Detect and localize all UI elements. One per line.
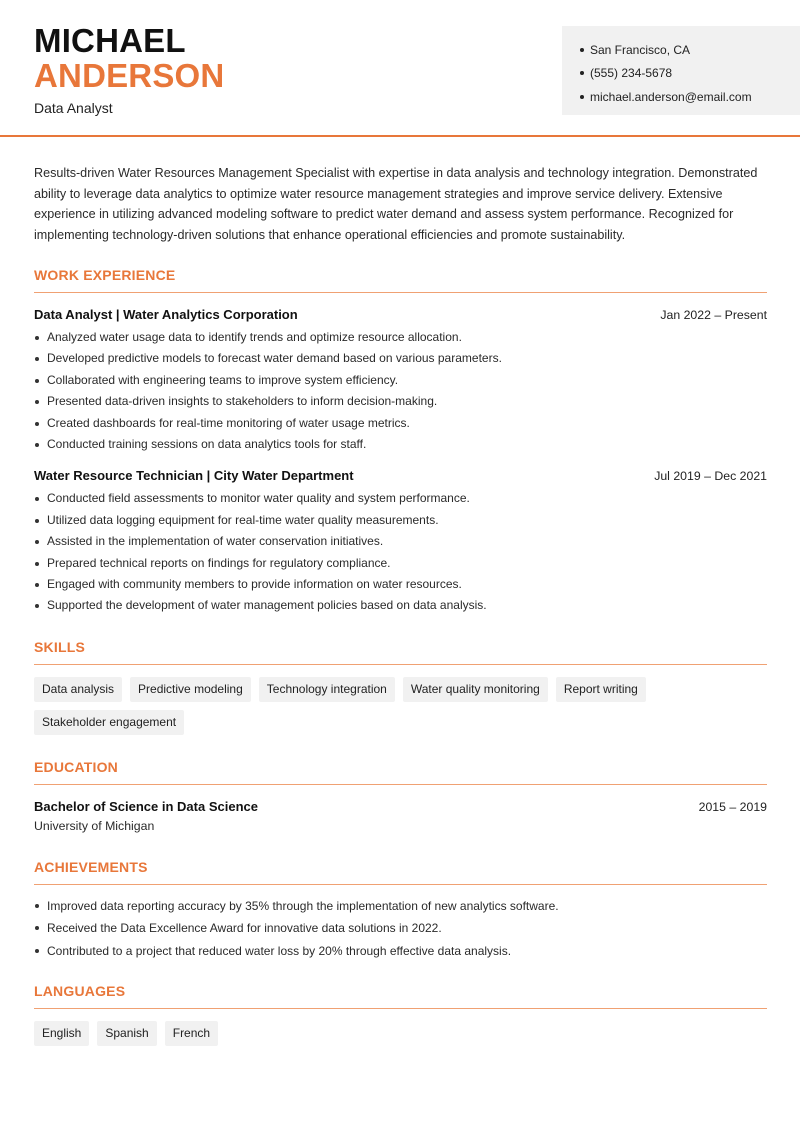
language-chip: French — [165, 1021, 218, 1046]
list-item: Utilized data logging equipment for real-time water quality measurements. — [34, 510, 767, 531]
bullet-icon — [580, 48, 584, 52]
list-item: Contributed to a project that reduced water loss by 20% through effective data analysis. — [34, 940, 767, 963]
job-bullets — [34, 327, 767, 455]
work-section — [34, 267, 767, 617]
achievements-section — [34, 859, 767, 963]
skills-section — [34, 639, 767, 735]
contact-email[interactable] — [580, 85, 800, 109]
bullet-icon — [580, 95, 584, 99]
list-item: Received the Data Excellence Award for innovative data solutions in 2022. — [34, 917, 767, 940]
job-bullets — [34, 488, 767, 616]
job-title: Data Analyst | Water Analytics Corporation — [34, 307, 298, 322]
job-entry — [34, 468, 767, 616]
skill-chip: Water quality monitoring — [403, 677, 548, 702]
list-item: Analyzed water usage data to identify trends and optimize resource allocation. — [34, 327, 767, 348]
first-name: MICHAEL — [34, 22, 186, 59]
job-role: Data Analyst — [34, 100, 113, 116]
degree-title: Bachelor of Science in Data Science — [34, 798, 258, 814]
job-entry — [34, 307, 767, 455]
job-header — [34, 468, 767, 483]
list-item: Improved data reporting accuracy by 35% through the implementation of new analytics software. — [34, 895, 767, 918]
education-dates: 2015 – 2019 — [698, 799, 767, 814]
languages-section — [34, 983, 767, 1046]
list-item: Assisted in the implementation of water conservation initiatives. — [34, 531, 767, 552]
resume-body — [34, 163, 767, 1046]
summary-paragraph: Results-driven Water Resources Management Specialist with expertise in data analysis and technology integration. Demonstrated ability to leverage data analytics to optimize water resource management strategies and improve service delivery. Extensive experience in utilizing advanced modeling software to predict water demand and assess system performance. Recognized for implementing technology-driven solutions that enhance operational efficiencies and promote sustainability. — [34, 166, 758, 242]
list-item: Presented data-driven insights to stakeholders to inform decision-making. — [34, 391, 767, 412]
job-header — [34, 307, 767, 322]
section-title-achievements: ACHIEVEMENTS — [34, 859, 767, 885]
phone-text: (555) 234-5678 — [590, 66, 673, 81]
list-item: Supported the development of water management policies based on data analysis. — [34, 595, 767, 616]
location-text: San Francisco, CA — [590, 42, 691, 57]
contact-box — [562, 26, 800, 115]
job-dates: Jul 2019 – Dec 2021 — [654, 469, 767, 484]
contact-location — [580, 38, 800, 62]
education-header — [34, 799, 767, 814]
skill-chip: Report writing — [556, 677, 646, 702]
section-title-languages: LANGUAGES — [34, 983, 767, 1009]
list-item: Collaborated with engineering teams to improve system efficiency. — [34, 370, 767, 391]
section-title-work: WORK EXPERIENCE — [34, 267, 767, 293]
section-title-education: EDUCATION — [34, 759, 767, 785]
list-item: Developed predictive models to forecast water demand based on various parameters. — [34, 348, 767, 369]
email-text[interactable]: michael.anderson@email.com — [590, 89, 752, 104]
list-item: Conducted training sessions on data analytics tools for staff. — [34, 434, 767, 455]
job-dates: Jan 2022 – Present — [660, 308, 767, 322]
language-chip: Spanish — [97, 1021, 156, 1046]
skill-chip: Predictive modeling — [130, 677, 251, 702]
job-title: Water Resource Technician | City Water Department — [34, 468, 354, 484]
list-item: Engaged with community members to provide information on water resources. — [34, 574, 767, 595]
skill-chip: Stakeholder engagement — [34, 710, 184, 735]
list-item: Prepared technical reports on findings for regulatory compliance. — [34, 553, 767, 574]
language-chips — [34, 1021, 767, 1046]
list-item: Conducted field assessments to monitor water quality and system performance. — [34, 488, 767, 509]
bullet-icon — [580, 71, 584, 75]
achievements-list — [34, 895, 767, 963]
contact-phone — [580, 62, 800, 86]
section-title-skills: SKILLS — [34, 639, 767, 665]
education-section — [34, 759, 767, 833]
skills-chips — [34, 677, 767, 735]
list-item: Created dashboards for real-time monitoring of water usage metrics. — [34, 413, 767, 434]
candidate-name — [34, 24, 224, 92]
skill-chip: Data analysis — [34, 677, 122, 702]
language-chip: English — [34, 1021, 89, 1046]
school-name: University of Michigan — [34, 818, 155, 833]
last-name: ANDERSON — [34, 57, 225, 94]
resume-header — [0, 0, 800, 137]
skill-chip: Technology integration — [259, 677, 395, 702]
